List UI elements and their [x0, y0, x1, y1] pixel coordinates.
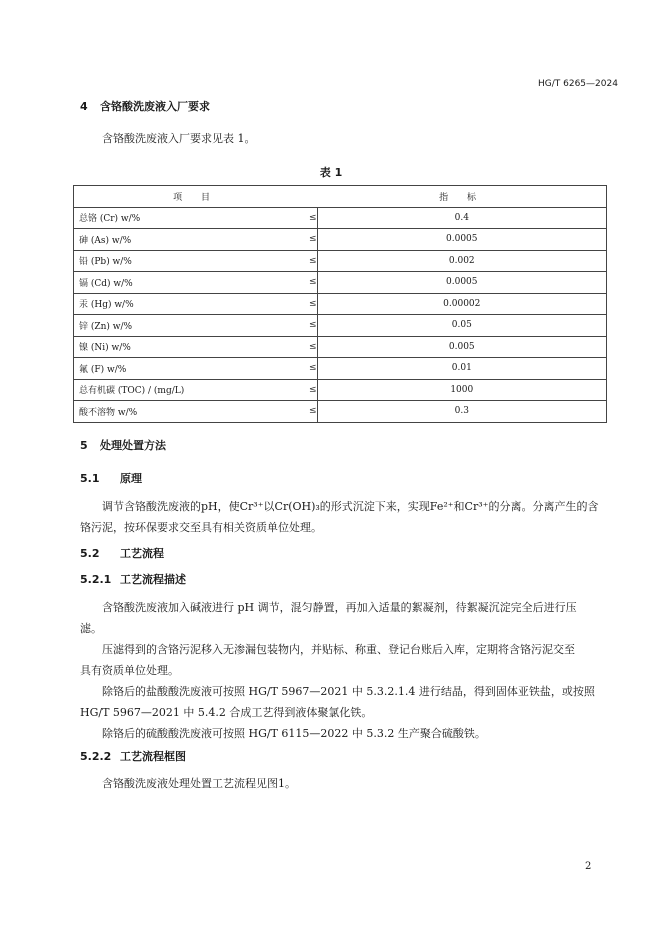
row-value: 0.0005	[317, 229, 606, 251]
table-header-row	[74, 186, 607, 208]
section-5-1-heading	[80, 470, 142, 486]
row-value: 0.3	[317, 401, 606, 423]
row-value: 0.01	[317, 358, 606, 380]
process-para-3-line-2: HG/T 5967—2021 中 5.4.2 合成工艺得到液体聚氯化铁。	[80, 706, 373, 719]
table-row	[74, 272, 607, 294]
principle-line-1: 调节含铬酸洗废液的pH，使Cr³⁺以Cr(OH)₃的形式沉淀下来，实现Fe²⁺和Cr³⁺的分离。分离产生的含	[102, 500, 599, 513]
section-4-heading	[80, 98, 210, 114]
section-4-number: 4	[80, 100, 88, 113]
table-row	[74, 293, 607, 315]
table-row	[74, 401, 607, 423]
row-operator: ≤	[309, 207, 317, 229]
requirements-table	[73, 185, 607, 423]
row-name: 镍 (Ni) w/%	[74, 336, 310, 358]
row-name: 锌 (Zn) w/%	[74, 315, 310, 337]
row-value: 0.05	[317, 315, 606, 337]
row-value: 0.00002	[317, 293, 606, 315]
section-5-2-1-number: 5.2.1	[80, 573, 112, 586]
standard-number: HG/T 6265—2024	[538, 79, 618, 89]
row-name: 酸不溶物 w/%	[74, 401, 310, 423]
row-value: 0.005	[317, 336, 606, 358]
process-para-2-line-1: 压滤得到的含铬污泥移入无渗漏包装物内，并贴标、称重、登记台账后入库，定期将含铬污泥交至	[102, 643, 575, 656]
section-5-2-2-title: 工艺流程框图	[120, 750, 186, 763]
row-name: 总有机碳 (TOC) / (mg/L)	[74, 379, 310, 401]
section-4-title: 含铬酸洗废液入厂要求	[100, 100, 210, 113]
section-5-1-number: 5.1	[80, 472, 100, 485]
section-5-2-1-title: 工艺流程描述	[120, 573, 186, 586]
section-5-1-body	[80, 496, 610, 538]
process-para-2-line-2: 具有资质单位处理。	[80, 664, 179, 677]
process-para-4: 除铬后的硫酸酸洗废液可按照 HG/T 6115—2022 中 5.3.2 生产聚合硫酸铁。	[102, 727, 486, 740]
row-name: 氟 (F) w/%	[74, 358, 310, 380]
row-value: 0.4	[317, 207, 606, 229]
row-name: 总铬 (Cr) w/%	[74, 207, 310, 229]
row-operator: ≤	[309, 358, 317, 380]
table-row	[74, 336, 607, 358]
section-5-2-number: 5.2	[80, 547, 100, 560]
row-operator: ≤	[309, 272, 317, 294]
section-5-2-1-heading	[80, 571, 186, 587]
row-name: 汞 (Hg) w/%	[74, 293, 310, 315]
section-5-2-heading	[80, 545, 164, 561]
row-operator: ≤	[309, 379, 317, 401]
table-row	[74, 315, 607, 337]
row-operator: ≤	[309, 250, 317, 272]
row-value: 1000	[317, 379, 606, 401]
section-5-2-1-body	[80, 597, 610, 744]
table-row	[74, 207, 607, 229]
row-name: 铅 (Pb) w/%	[74, 250, 310, 272]
page-number: 2	[585, 861, 592, 872]
row-operator: ≤	[309, 401, 317, 423]
row-value: 0.0005	[317, 272, 606, 294]
row-operator: ≤	[309, 229, 317, 251]
section-4-text: 含铬酸洗废液入厂要求见表 1。	[102, 132, 256, 145]
section-5-2-2-number: 5.2.2	[80, 750, 112, 763]
section-5-heading	[80, 437, 166, 453]
table-row	[74, 229, 607, 251]
table-1-title: 表 1	[319, 166, 343, 179]
column-header-index: 指 标	[317, 186, 606, 208]
section-5-2-title: 工艺流程	[120, 547, 164, 560]
section-5-1-title: 原理	[120, 472, 142, 485]
row-operator: ≤	[309, 315, 317, 337]
row-name: 砷 (As) w/%	[74, 229, 310, 251]
section-5-number: 5	[80, 439, 88, 452]
section-5-title: 处理处置方法	[100, 439, 166, 452]
process-para-3-line-1: 除铬后的盐酸酸洗废液可按照 HG/T 5967—2021 中 5.3.2.1.4 进行结晶，得到固体亚铁盐，或按照	[102, 685, 595, 698]
column-header-item: 项 目	[74, 186, 318, 208]
section-5-2-2-text: 含铬酸洗废液处理处置工艺流程见图1。	[102, 777, 296, 790]
row-operator: ≤	[309, 336, 317, 358]
row-name: 镉 (Cd) w/%	[74, 272, 310, 294]
principle-line-2: 铬污泥，按环保要求交至具有相关资质单位处理。	[80, 521, 322, 534]
section-5-2-2-heading	[80, 748, 186, 764]
row-value: 0.002	[317, 250, 606, 272]
table-row	[74, 379, 607, 401]
table-row	[74, 358, 607, 380]
process-para-1-line-2: 滤。	[80, 622, 102, 635]
table-row	[74, 250, 607, 272]
row-operator: ≤	[309, 293, 317, 315]
process-para-1-line-1: 含铬酸洗废液加入碱液进行 pH 调节，混匀静置，再加入适量的絮凝剂，待絮凝沉淀完全后进行压	[102, 601, 577, 614]
